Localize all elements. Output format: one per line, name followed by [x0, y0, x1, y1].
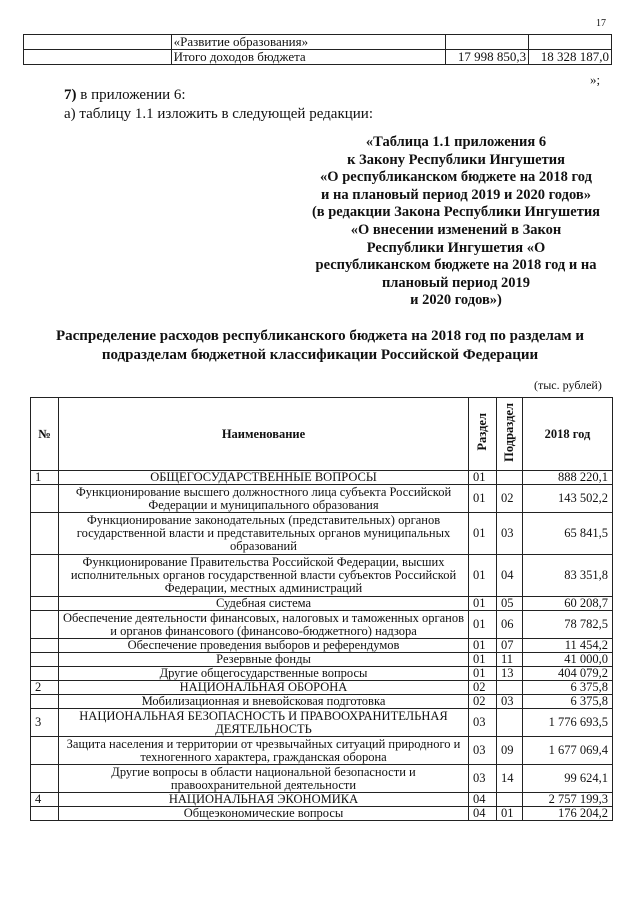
table-row	[31, 513, 613, 555]
table-header-row	[31, 398, 613, 471]
table-row	[31, 653, 613, 667]
row-razdel-cell: 04	[469, 793, 497, 807]
row-razdel-cell: 01	[469, 513, 497, 555]
row-name-cell: НАЦИОНАЛЬНАЯ ЭКОНОМИКА	[59, 793, 469, 807]
row-name-cell: Функционирование высшего должностного лица субъекта Российской Федерации и муниципального образования	[59, 485, 469, 513]
row-razdel-cell: 02	[469, 681, 497, 695]
row-name-cell: Функционирование законодательных (представительных) органов государственной власти и представительных органов муниципальных образований	[59, 513, 469, 555]
row-razdel-cell: 02	[469, 695, 497, 709]
row-name-cell: НАЦИОНАЛЬНАЯ ОБОРОНА	[59, 681, 469, 695]
table-cell: 18 328 187,0	[529, 50, 612, 65]
row-podrazdel-cell	[497, 793, 523, 807]
row-value-cell: 2 757 199,3	[523, 793, 613, 807]
row-value-cell: 78 782,5	[523, 611, 613, 639]
row-number-cell	[31, 807, 59, 821]
table-row	[31, 765, 613, 793]
row-number-cell: 1	[31, 471, 59, 485]
heading-line: «О внесении изменений в Закон	[350, 221, 562, 238]
row-razdel-cell: 01	[469, 653, 497, 667]
row-podrazdel-cell: 06	[497, 611, 523, 639]
row-value-cell: 404 079,2	[523, 667, 613, 681]
table-row	[31, 807, 613, 821]
row-razdel-cell: 01	[469, 611, 497, 639]
row-number-cell	[31, 737, 59, 765]
page-number: 17	[596, 18, 606, 29]
table-reference-heading	[300, 134, 612, 310]
table-row	[31, 793, 613, 807]
row-podrazdel-cell: 07	[497, 639, 523, 653]
heading-line: подразделам бюджетной классификации Российской Федерации	[101, 347, 539, 363]
row-podrazdel-cell: 04	[497, 555, 523, 597]
row-podrazdel-cell: 03	[497, 695, 523, 709]
row-value-cell: 888 220,1	[523, 471, 613, 485]
expenditure-table	[30, 397, 613, 821]
row-value-cell: 11 454,2	[523, 639, 613, 653]
heading-line: республиканском бюджете на 2018 год и на	[315, 257, 597, 274]
row-value-cell: 6 375,8	[523, 681, 613, 695]
row-podrazdel-cell: 14	[497, 765, 523, 793]
row-number-cell	[31, 667, 59, 681]
row-number-cell	[31, 555, 59, 597]
table-row	[31, 597, 613, 611]
heading-line: (в редакции Закона Республики Ингушетия	[311, 204, 601, 221]
row-razdel-cell: 01	[469, 597, 497, 611]
row-podrazdel-cell: 13	[497, 667, 523, 681]
row-razdel-cell: 04	[469, 807, 497, 821]
table-row	[31, 485, 613, 513]
row-razdel-cell: 01	[469, 471, 497, 485]
units-label: (тыс. рублей)	[534, 378, 602, 392]
row-number-cell	[31, 485, 59, 513]
heading-line: Распределение расходов республиканского бюджета на 2018 год по разделам и	[55, 328, 585, 344]
row-number-cell	[31, 765, 59, 793]
row-name-cell: Резервные фонды	[59, 653, 469, 667]
income-table-tail	[23, 34, 612, 65]
table-row	[24, 35, 612, 50]
heading-line: и 2020 годов»)	[410, 292, 502, 309]
row-razdel-cell: 01	[469, 667, 497, 681]
row-number-cell	[31, 513, 59, 555]
row-number-cell	[31, 597, 59, 611]
row-value-cell: 41 000,0	[523, 653, 613, 667]
row-number-cell: 2	[31, 681, 59, 695]
row-razdel-cell: 01	[469, 485, 497, 513]
heading-line: к Закону Республики Ингушетия	[347, 151, 565, 168]
column-header-podrazdel: Подраздел	[497, 398, 523, 471]
row-value-cell: 6 375,8	[523, 695, 613, 709]
row-name-cell: Судебная система	[59, 597, 469, 611]
item-text: в приложении 6:	[76, 87, 186, 103]
row-value-cell: 1 776 693,5	[523, 709, 613, 737]
column-header-razdel: Раздел	[469, 398, 497, 471]
table-row	[31, 611, 613, 639]
row-podrazdel-cell: 01	[497, 807, 523, 821]
amendment-subitem: а) таблицу 1.1 изложить в следующей редакции:	[64, 106, 373, 122]
column-header-year: 2018 год	[523, 398, 613, 471]
row-number-cell	[31, 611, 59, 639]
table-row	[31, 667, 613, 681]
row-razdel-cell: 01	[469, 639, 497, 653]
heading-line: и на плановый период 2019 и 2020 годов»	[321, 186, 591, 203]
heading-line: Республики Ингушетия «О	[366, 239, 546, 256]
row-value-cell: 99 624,1	[523, 765, 613, 793]
row-razdel-cell: 03	[469, 765, 497, 793]
row-value-cell: 60 208,7	[523, 597, 613, 611]
row-number-cell: 3	[31, 709, 59, 737]
table-cell	[529, 35, 612, 50]
table-row	[31, 709, 613, 737]
row-name-cell: ОБЩЕГОСУДАРСТВЕННЫЕ ВОПРОСЫ	[59, 471, 469, 485]
heading-line: «О республиканском бюджете на 2018 год	[320, 169, 592, 186]
table-cell: 17 998 850,3	[446, 50, 529, 65]
table-row	[24, 50, 612, 65]
row-podrazdel-cell	[497, 709, 523, 737]
row-name-cell: Другие вопросы в области национальной безопасности и правоохранительной деятельности	[59, 765, 469, 793]
table-cell	[24, 35, 172, 50]
table-row	[31, 471, 613, 485]
row-name-cell: Общеэкономические вопросы	[59, 807, 469, 821]
row-value-cell: 1 677 069,4	[523, 737, 613, 765]
heading-line: «Таблица 1.1 приложения 6	[365, 134, 547, 150]
amendment-item	[64, 87, 186, 104]
row-name-cell: Обеспечение деятельности финансовых, налоговых и таможенных органов и органов финансового (финансово-бюджетного) надзора	[59, 611, 469, 639]
row-razdel-cell: 03	[469, 737, 497, 765]
row-razdel-cell: 01	[469, 555, 497, 597]
row-value-cell: 83 351,8	[523, 555, 613, 597]
table-cell	[24, 50, 172, 65]
table-row	[31, 639, 613, 653]
row-podrazdel-cell	[497, 681, 523, 695]
column-header-num: №	[31, 398, 59, 471]
row-value-cell: 143 502,2	[523, 485, 613, 513]
table-row	[31, 681, 613, 695]
heading-line: плановый период 2019	[381, 274, 531, 291]
row-podrazdel-cell: 05	[497, 597, 523, 611]
row-podrazdel-cell	[497, 471, 523, 485]
closing-quote: »;	[590, 72, 601, 87]
column-header-name: Наименование	[59, 398, 469, 471]
row-name-cell: Обеспечение проведения выборов и референдумов	[59, 639, 469, 653]
table-cell	[446, 35, 529, 50]
row-razdel-cell: 03	[469, 709, 497, 737]
row-name-cell: Защита населения и территории от чрезвычайных ситуаций природного и техногенного характера, гражданская оборона	[59, 737, 469, 765]
table-row	[31, 737, 613, 765]
row-number-cell	[31, 653, 59, 667]
table-cell: Итого доходов бюджета	[171, 50, 446, 65]
row-podrazdel-cell: 02	[497, 485, 523, 513]
table-row	[31, 555, 613, 597]
table-title	[40, 327, 600, 365]
row-name-cell: Мобилизационная и вневойсковая подготовка	[59, 695, 469, 709]
table-row	[31, 695, 613, 709]
row-podrazdel-cell: 09	[497, 737, 523, 765]
item-number: 7)	[64, 87, 77, 103]
row-name-cell: Другие общегосударственные вопросы	[59, 667, 469, 681]
row-podrazdel-cell: 03	[497, 513, 523, 555]
row-number-cell: 4	[31, 793, 59, 807]
row-podrazdel-cell: 11	[497, 653, 523, 667]
table-cell: «Развитие образования»	[171, 35, 446, 50]
row-value-cell: 176 204,2	[523, 807, 613, 821]
row-name-cell: НАЦИОНАЛЬНАЯ БЕЗОПАСНОСТЬ И ПРАВООХРАНИТЕЛЬНАЯ ДЕЯТЕЛЬНОСТЬ	[59, 709, 469, 737]
row-number-cell	[31, 639, 59, 653]
row-value-cell: 65 841,5	[523, 513, 613, 555]
row-name-cell: Функционирование Правительства Российской Федерации, высших исполнительных органов государственной власти субъектов Российской Федерации, местных администраций	[59, 555, 469, 597]
row-number-cell	[31, 695, 59, 709]
